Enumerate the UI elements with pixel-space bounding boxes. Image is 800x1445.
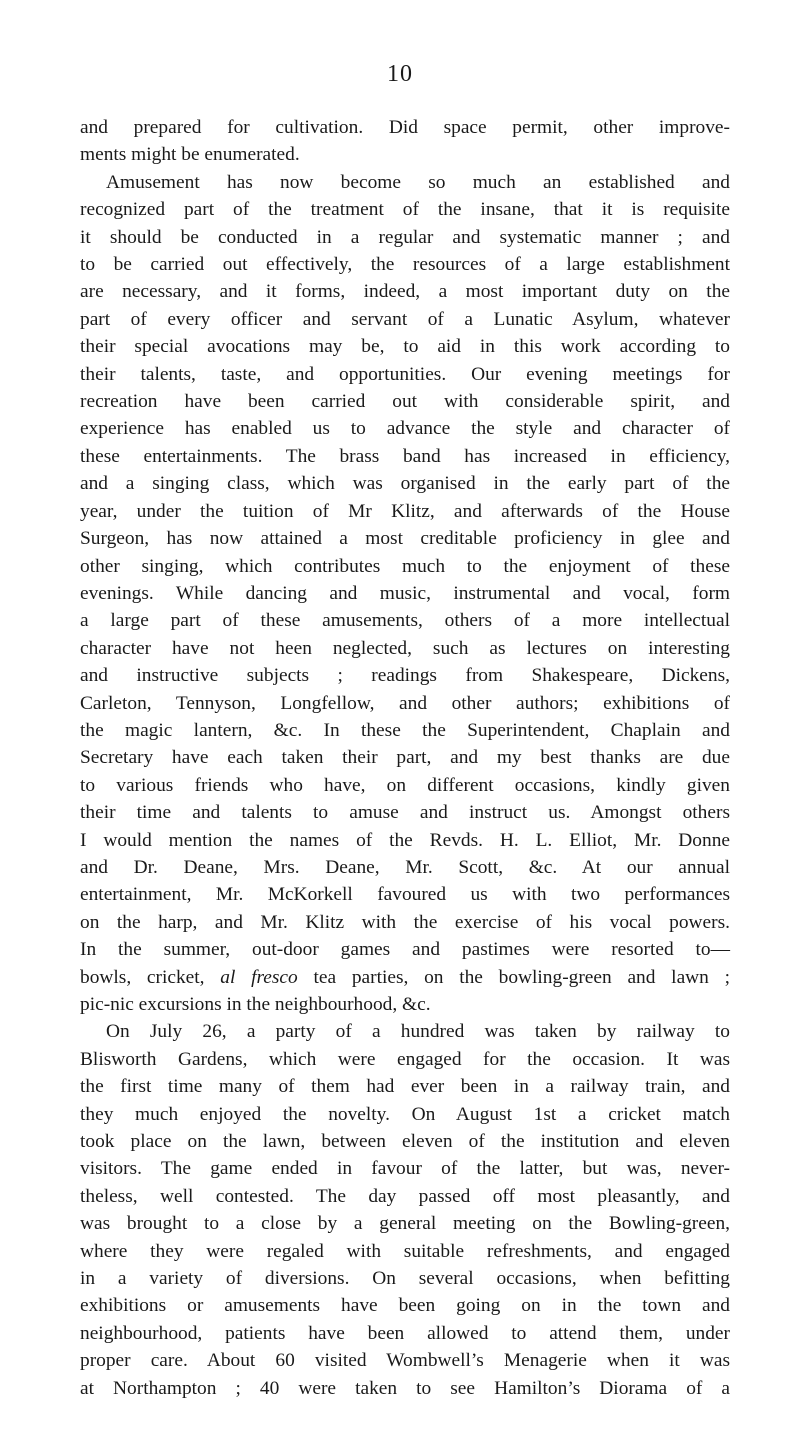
text-line: Amusement has now become so much an established and — [106, 171, 730, 193]
text-line: character have not heen neglected, such as lectures on interesting — [80, 637, 730, 659]
text-line: these entertainments. The brass band has increased in efficiency, — [80, 445, 730, 467]
text-line: Secretary have each taken their part, and my best thanks are due — [80, 747, 730, 769]
text-line: exhibitions or amusements have been going on in the town and — [80, 1295, 730, 1317]
text-line: to various friends who have, on different occasions, kindly given — [80, 774, 730, 796]
text-line: recreation have been carried out with considerable spirit, and — [80, 391, 730, 413]
text-line: and Dr. Deane, Mrs. Deane, Mr. Scott, &c. At our annual — [80, 856, 730, 878]
text-line: their talents, taste, and opportunities. Our evening meetings for — [80, 363, 730, 385]
text-line: part of every officer and servant of a Lunatic Asylum, whatever — [80, 308, 730, 330]
text-line: visitors. The game ended in favour of the latter, but was, never- — [80, 1158, 730, 1180]
text-line: at Northampton ; 40 were taken to see Hamilton’s Diorama of a — [80, 1377, 730, 1399]
text-line: they much enjoyed the novelty. On August 1st a cricket match — [80, 1103, 730, 1125]
text-line: and prepared for cultivation. Did space permit, other improve- — [80, 117, 730, 138]
text-line: their special avocations may be, to aid in this work according to — [80, 336, 730, 358]
text-line: in a variety of diversions. On several occasions, when befitting — [80, 1268, 730, 1290]
text-line: recognized part of the treatment of the insane, that it is requisite — [80, 199, 730, 221]
text-line-with-italic: bowls, cricket, al fresco tea parties, on the bowling-green and lawn ; — [80, 966, 731, 988]
text-line: are necessary, and it forms, indeed, a most important duty on the — [80, 281, 730, 303]
document-body — [80, 114, 730, 1402]
text-line: the first time many of them had ever been in a railway train, and — [80, 1076, 730, 1098]
text-line: proper care. About 60 visited Wombwell’s Menagerie when it was — [80, 1350, 730, 1372]
text-line: In the summer, out-door games and pastimes were resorted to— — [80, 939, 730, 961]
text-line: experience has enabled us to advance the style and character of — [80, 418, 730, 440]
text-line: Blisworth Gardens, which were engaged for the occasion. It was — [80, 1048, 730, 1070]
text-line: evenings. While dancing and music, instrumental and vocal, form — [80, 582, 730, 604]
text-line: took place on the lawn, between eleven of the institution and eleven — [80, 1131, 730, 1153]
text-line: and a singing class, which was organised in the early part of the — [80, 473, 730, 495]
text-line: year, under the tuition of Mr Klitz, and afterwards of the House — [80, 500, 730, 522]
text-line: where they were regaled with suitable refreshments, and engaged — [80, 1240, 730, 1262]
text-line: and instructive subjects ; readings from Shakespeare, Dickens, — [80, 665, 730, 687]
text-line: ments might be enumerated. — [80, 144, 300, 166]
text-line: On July 26, a party of a hundred was taken by railway to — [106, 1021, 730, 1043]
text-line: on the harp, and Mr. Klitz with the exercise of his vocal powers. — [80, 911, 730, 933]
paragraph-1 — [80, 114, 730, 169]
text-line: neighbourhood, patients have been allowed to attend them, under — [80, 1322, 730, 1344]
text-line: entertainment, Mr. McKorkell favoured us with two performances — [80, 884, 730, 906]
italic-phrase: al fresco — [220, 966, 298, 988]
text-line: Surgeon, has now attained a most creditable proficiency in glee and — [80, 528, 730, 550]
text-line: pic-nic excursions in the neighbourhood, &c. — [80, 994, 431, 1015]
text-line: Carleton, Tennyson, Longfellow, and other authors; exhibitions of — [80, 692, 730, 714]
text-line: to be carried out effectively, the resources of a large establishment — [80, 254, 730, 276]
text-line: other singing, which contributes much to the enjoyment of these — [80, 555, 730, 577]
text-line: their time and talents to amuse and instruct us. Amongst others — [80, 802, 730, 824]
text-line: was brought to a close by a general meeting on the Bowling-green, — [80, 1213, 730, 1235]
text-line: I would mention the names of the Revds. H. L. Elliot, Mr. Donne — [80, 829, 730, 851]
text-line: theless, well contested. The day passed off most pleasantly, and — [80, 1185, 730, 1207]
paragraph-2 — [80, 169, 730, 1019]
page-number: 10 — [387, 61, 413, 87]
text-line: a large part of these amusements, others of a more intellectual — [80, 610, 730, 632]
text-line: the magic lantern, &c. In these the Superintendent, Chaplain and — [80, 719, 730, 741]
text-line: it should be conducted in a regular and systematic manner ; and — [80, 226, 730, 248]
paragraph-3 — [80, 1018, 730, 1402]
